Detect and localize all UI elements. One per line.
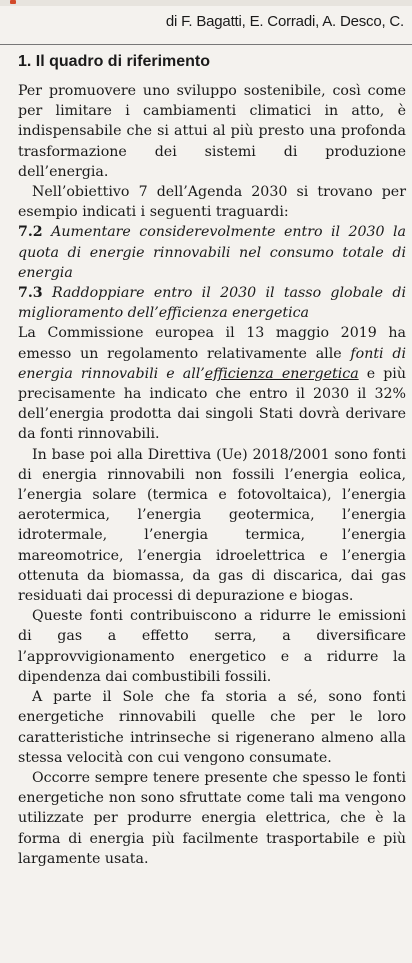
paragraph-3-text-d: e più precisamente ha indicato che entro il 2030 il 32% dell’energia prodotta dai singoli Stati dovrà derivare da fonti rinnovabili. [18,365,406,443]
header-rule [0,44,412,45]
goal-7-2 [18,222,406,283]
color-mark [10,0,16,4]
section-title: 1. Il quadro di riferimento [18,53,211,70]
paragraph-5: Queste fonti contribuiscono a ridurre le emissioni di gas a effetto serra, a diversificare l’approvvigionamento energetico e a ridurre la dipendenza dai combustibili fossili. [18,608,406,685]
goal-number: 7.2 [18,224,43,241]
paragraph-3-underlined: efficienza energetica [204,365,359,382]
paragraph-3 [18,323,406,444]
authors-credit: di F. Bagatti, E. Corradi, A. Desco, C. [165,13,404,30]
paragraph-2: Nell’obiettivo 7 dell’Agenda 2030 si trovano per esempio indicati i seguenti traguardi: [18,184,406,221]
goal-text: Raddoppiare entro il 2030 il tasso globale di miglioramento dell’efficienza energetica [18,285,406,322]
top-strip [0,0,412,6]
paragraph-4: In base poi alla Direttiva (Ue) 2018/2001 sono fonti di energia rinnovabili non fossili l’energia eolica, l’energia solare (termica e fotovoltaica), l’energia aerotermica, l’energia geotermica, l’energia idrotermale, l’energia termica, l’energia mareomotrice, l’energia idroelettrica e l’energia ottenuta da biomassa, da gas di discarica, dai gas residuati dai processi di depurazione e biogas. [18,446,406,605]
paragraph-3-text-a: La Commissione europea il 13 maggio 2019 ha emesso un regolamento relativamente alle [18,325,406,362]
body-text [18,81,406,869]
goal-7-3 [18,283,406,323]
paragraph-1: Per promuovere uno sviluppo sostenibile, così come per limitare i cambiamenti climatici in atto, è indispensabile che si attui al più presto una profonda trasformazione dei sistemi di produzione dell’energia. [18,83,406,180]
goal-number: 7.3 [18,285,43,302]
paragraph-3-italic: fonti di energia rinnovabili e all’ [18,345,406,382]
paragraph-6: A parte il Sole che fa storia a sé, sono fonti energetiche rinnovabili quelle che per le loro caratteristiche intrinseche si rigenerano almeno alla stessa velocità con cui vengono consumate. [18,689,406,766]
paragraph-7: Occorre sempre tenere presente che spesso le fonti energetiche non sono sfruttate come tali ma vengono utilizzate per produrre energia elettrica, che è la forma di energia più facilmente trasportabile e più largamente usata. [18,769,406,867]
goal-text: Aumentare considerevolmente entro il 2030 la quota di energie rinnovabili nel consumo totale di energia [18,224,406,281]
